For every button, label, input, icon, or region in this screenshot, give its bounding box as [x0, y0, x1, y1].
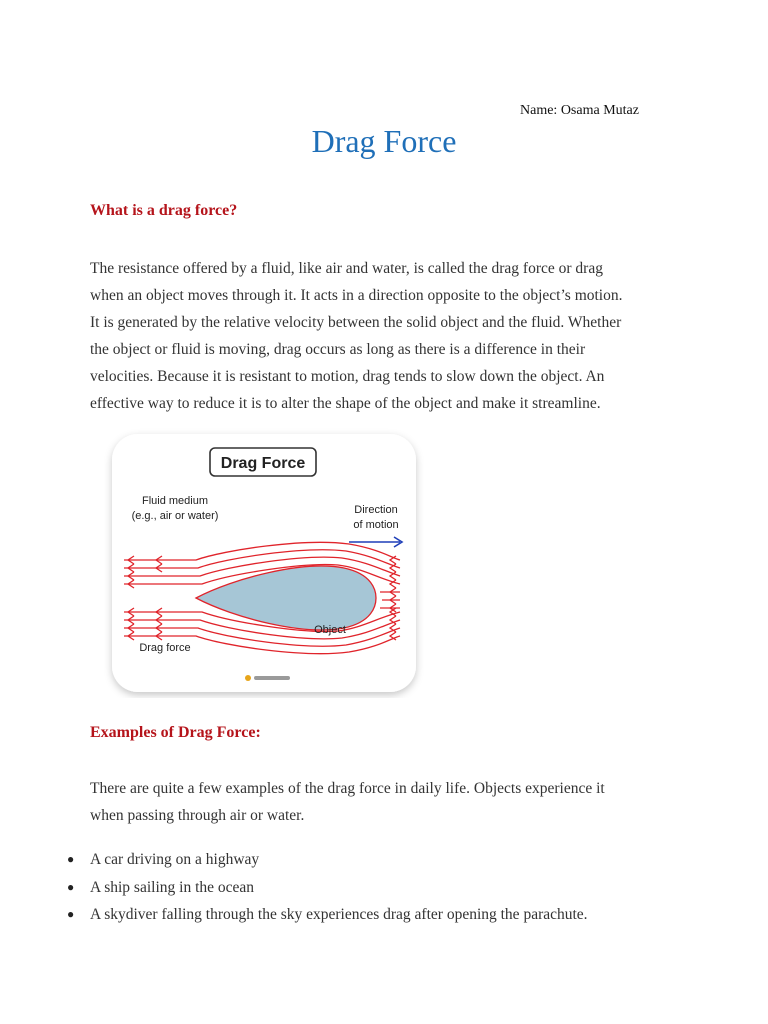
paragraph-line: It is generated by the relative velocity between the solid object and the fluid. Whether — [90, 314, 622, 331]
section-heading-examples: Examples of Drag Force: — [90, 724, 261, 741]
paragraph-line: when passing through air or water. — [90, 807, 305, 824]
paragraph-line: The resistance offered by a fluid, like air and water, is called the drag force or drag — [90, 260, 603, 277]
drag-force-diagram — [104, 428, 424, 698]
direction-label: Direction — [354, 504, 398, 516]
diagram-svg — [104, 428, 424, 698]
paragraph-line: effective way to reduce it is to alter the shape of the object and make it streamline. — [90, 395, 601, 412]
list-item — [64, 901, 588, 929]
paragraph-line: when an object moves through it. It acts in a direction opposite to the object’s motion. — [90, 287, 623, 304]
drag-force-label: Drag force — [139, 642, 191, 654]
fluid-medium-label: Fluid medium — [141, 495, 209, 507]
list-item-text: A skydiver falling through the sky experiences drag after opening the parachute. — [90, 906, 588, 923]
diagram-title: Drag Force — [220, 455, 306, 472]
list-item-text: A ship sailing in the ocean — [90, 878, 255, 896]
bullet-icon: ● — [67, 907, 75, 921]
examples-paragraph — [90, 775, 690, 829]
bullet-icon: ● — [67, 879, 75, 894]
source-logo-mark — [254, 676, 290, 680]
examples-list — [64, 846, 588, 929]
list-item — [64, 846, 588, 874]
direction-label-2: of motion — [353, 519, 399, 531]
list-item-text: A car driving on a highway — [90, 851, 260, 868]
paragraph-line: There are quite a few examples of the drag force in daily life. Objects experience it — [90, 780, 605, 797]
list-item — [64, 874, 588, 902]
definition-paragraph — [90, 255, 690, 417]
object-label: Object — [314, 624, 346, 636]
section-heading-what-is-drag: What is a drag force? — [90, 202, 238, 219]
author-name: Name: Osama Mutaz — [520, 103, 639, 118]
paragraph-line: the object or fluid is moving, drag occurs as long as there is a difference in their — [90, 341, 586, 358]
page-title: Drag Force — [311, 123, 457, 159]
source-logo-icon — [245, 675, 251, 681]
fluid-medium-example-label: (e.g., air or water) — [131, 510, 219, 522]
bullet-icon: ● — [67, 852, 75, 866]
paragraph-line: velocities. Because it is resistant to motion, drag tends to slow down the object. An — [90, 368, 605, 385]
